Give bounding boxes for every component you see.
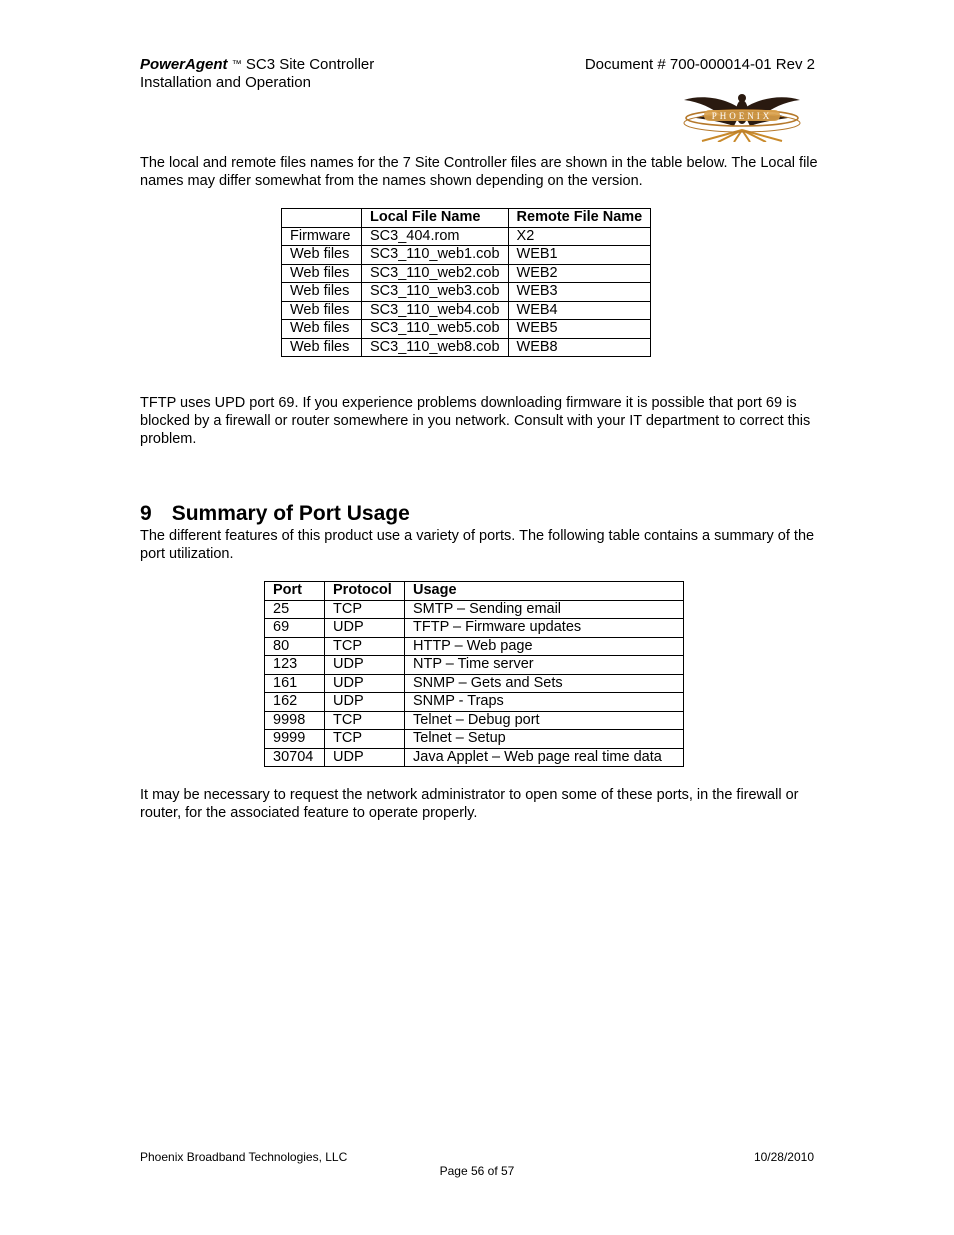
cell-local: SC3_404.rom [362,227,509,246]
files-table [281,208,651,357]
ports-col-port: Port [265,582,325,601]
table-row [282,246,651,265]
trademark: ™ [231,59,242,70]
cell-remote: X2 [508,227,651,246]
cell-port: 30704 [265,748,325,767]
cell-protocol: TCP [325,600,405,619]
table-row [265,730,684,749]
table-row [265,600,684,619]
cell-port: 9999 [265,730,325,749]
cell-port: 161 [265,674,325,693]
cell-usage: SMTP – Sending email [405,600,684,619]
document-number: Document # 700-000014-01 Rev 2 [584,56,815,73]
cell-port: 80 [265,637,325,656]
cell-remote: WEB5 [508,320,651,339]
section-number: 9 [140,502,152,525]
cell-remote: WEB2 [508,264,651,283]
cell-type: Web files [282,301,362,320]
cell-remote: WEB4 [508,301,651,320]
cell-remote: WEB8 [508,338,651,357]
cell-port: 9998 [265,711,325,730]
cell-protocol: TCP [325,637,405,656]
product-name: PowerAgent [140,56,228,73]
cell-type: Firmware [282,227,362,246]
tftp-note: TFTP uses UPD port 69. If you experience problems downloading firmware it is possible that port 69 is blocked by a firewall or router somewhere in you network. Consult with your IT department to correct this problem. [140,395,811,447]
files-col-remote: Remote File Name [508,209,651,228]
table-row [282,227,651,246]
ports-col-protocol: Protocol [325,582,405,601]
cell-remote: WEB3 [508,283,651,302]
table-row [265,711,684,730]
cell-usage: HTTP – Web page [405,637,684,656]
cell-type: Web files [282,338,362,357]
cell-type: Web files [282,246,362,265]
table-row [265,656,684,675]
cell-port: 25 [265,600,325,619]
section-title: Summary of Port Usage [171,502,410,525]
header-subtitle: Installation and Operation [140,74,311,91]
ports-col-usage: Usage [405,582,684,601]
table-row [282,338,651,357]
logo-text: PHOENIX [711,111,773,121]
cell-protocol: UDP [325,748,405,767]
intro-paragraph: The local and remote files names for the 7 Site Controller files are shown in the table below. The Local file names may differ somewhat from the names shown depending on the version. [140,155,818,189]
table-row [282,301,651,320]
cell-usage: SNMP - Traps [405,693,684,712]
table-row [282,320,651,339]
section-intro: The different features of this product use a variety of ports. The following table contains a summary of the port utilization. [140,528,815,562]
cell-port: 162 [265,693,325,712]
files-col-local: Local File Name [362,209,509,228]
ports-table-header [265,582,684,601]
phoenix-logo [682,90,802,142]
cell-usage: TFTP – Firmware updates [405,619,684,638]
section-heading [140,502,410,526]
cell-type: Web files [282,264,362,283]
cell-usage: Java Applet – Web page real time data [405,748,684,767]
table-row [265,674,684,693]
cell-port: 69 [265,619,325,638]
cell-local: SC3_110_web3.cob [362,283,509,302]
table-row [265,637,684,656]
cell-port: 123 [265,656,325,675]
cell-protocol: UDP [325,619,405,638]
table-row [282,264,651,283]
cell-local: SC3_110_web4.cob [362,301,509,320]
cell-protocol: UDP [325,693,405,712]
ports-table [264,581,684,767]
closing-paragraph: It may be necessary to request the network administrator to open some of these ports, in the firewall or router, for the associated feature to operate properly. [140,787,799,821]
cell-protocol: TCP [325,730,405,749]
table-row [282,283,651,302]
table-row [265,619,684,638]
cell-local: SC3_110_web8.cob [362,338,509,357]
cell-remote: WEB1 [508,246,651,265]
cell-local: SC3_110_web1.cob [362,246,509,265]
cell-local: SC3_110_web2.cob [362,264,509,283]
footer-company: Phoenix Broadband Technologies, LLC [140,1150,348,1164]
table-row [265,748,684,767]
cell-local: SC3_110_web5.cob [362,320,509,339]
files-col-blank [282,209,362,228]
footer-date: 10/28/2010 [753,1150,814,1164]
files-table-header [282,209,651,228]
cell-protocol: TCP [325,711,405,730]
cell-usage: Telnet – Setup [405,730,684,749]
cell-usage: NTP – Time server [405,656,684,675]
header-product [140,56,374,74]
cell-protocol: UDP [325,674,405,693]
cell-type: Web files [282,320,362,339]
cell-usage: Telnet – Debug port [405,711,684,730]
cell-protocol: UDP [325,656,405,675]
table-row [265,693,684,712]
cell-type: Web files [282,283,362,302]
footer-page-number: Page 56 of 57 [439,1164,515,1178]
product-rest: SC3 Site Controller [241,56,375,73]
cell-usage: SNMP – Gets and Sets [405,674,684,693]
